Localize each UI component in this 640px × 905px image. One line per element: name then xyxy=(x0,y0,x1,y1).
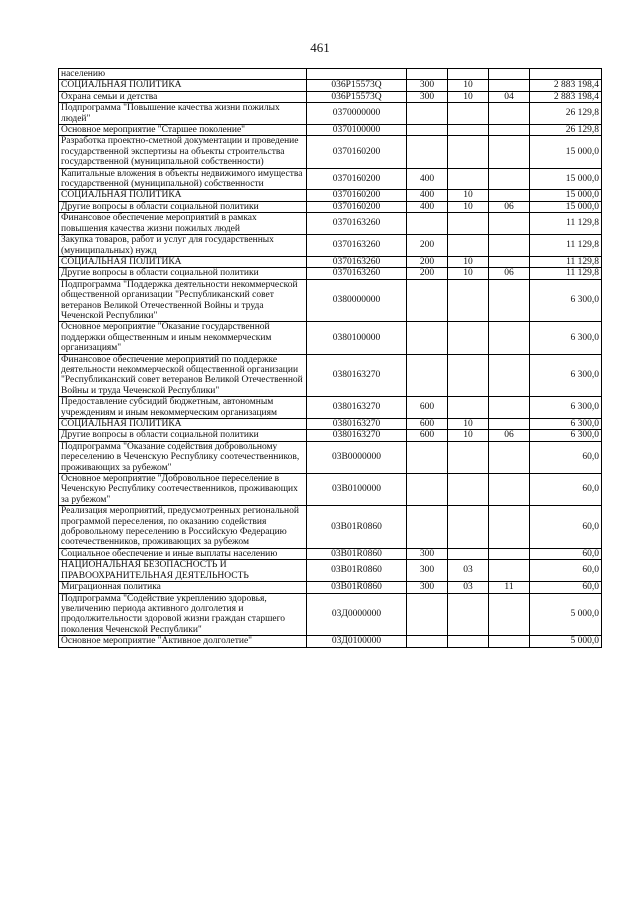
row-amount-cell: 6 300,0 xyxy=(530,322,602,354)
row-code-cell: 0380163270 xyxy=(307,419,407,430)
row-code-cell: 036P15573Q xyxy=(307,91,407,102)
row-expense-type-cell: 600 xyxy=(407,430,448,441)
row-subsection-cell xyxy=(489,548,530,559)
row-code-cell: 0380163270 xyxy=(307,397,407,419)
table-row xyxy=(59,256,602,267)
row-code-cell: 0380163270 xyxy=(307,430,407,441)
row-name-cell: Предоставление субсидий бюджетным, автономным учреждениям и иным некоммерческим организациям xyxy=(59,397,307,419)
row-section-cell xyxy=(448,235,489,257)
row-name-cell: Финансовое обеспечение мероприятий в рамках повышения качества жизни пожилых людей xyxy=(59,213,307,235)
row-expense-type-cell: 300 xyxy=(407,582,448,593)
table-row xyxy=(59,322,602,354)
row-section-cell: 10 xyxy=(448,268,489,279)
table-row xyxy=(59,474,602,506)
row-code-cell: 03B01R0860 xyxy=(307,548,407,559)
row-amount-cell: 6 300,0 xyxy=(530,397,602,419)
table-row xyxy=(59,582,602,593)
table-row xyxy=(59,419,602,430)
row-expense-type-cell xyxy=(407,279,448,322)
row-name-cell: Другие вопросы в области социальной политики xyxy=(59,201,307,212)
table-row xyxy=(59,279,602,322)
row-expense-type-cell xyxy=(407,441,448,473)
row-section-cell xyxy=(448,279,489,322)
row-name-cell: Основное мероприятие "Старшее поколение" xyxy=(59,125,307,136)
row-section-cell xyxy=(448,322,489,354)
table-row xyxy=(59,136,602,168)
row-amount-cell xyxy=(530,69,602,80)
row-section-cell: 03 xyxy=(448,560,489,582)
page-number: 461 xyxy=(310,40,330,55)
row-subsection-cell xyxy=(489,256,530,267)
table-row xyxy=(59,91,602,102)
row-expense-type-cell xyxy=(407,125,448,136)
row-amount-cell: 11 129,8 xyxy=(530,213,602,235)
row-expense-type-cell: 200 xyxy=(407,268,448,279)
row-subsection-cell xyxy=(489,419,530,430)
row-section-cell xyxy=(448,69,489,80)
table-row xyxy=(59,548,602,559)
row-code-cell: 0370163260 xyxy=(307,213,407,235)
row-expense-type-cell xyxy=(407,322,448,354)
row-expense-type-cell xyxy=(407,474,448,506)
row-name-cell: Финансовое обеспечение мероприятий по поддержке деятельности некоммерческой общественной организации "Республиканский совет ветеранов Великой Отечественной Войны и труда Чеченской Республики" xyxy=(59,354,307,397)
row-subsection-cell: 04 xyxy=(489,91,530,102)
table-row xyxy=(59,441,602,473)
row-code-cell: 0370160200 xyxy=(307,136,407,168)
row-subsection-cell xyxy=(489,136,530,168)
row-amount-cell: 60,0 xyxy=(530,506,602,549)
row-code-cell: 03B01R0860 xyxy=(307,582,407,593)
row-name-cell: НАЦИОНАЛЬНАЯ БЕЗОПАСНОСТЬ И ПРАВООХРАНИТЕЛЬНАЯ ДЕЯТЕЛЬНОСТЬ xyxy=(59,560,307,582)
row-section-cell: 10 xyxy=(448,80,489,91)
row-subsection-cell xyxy=(489,354,530,397)
row-name-cell: Миграционная политика xyxy=(59,582,307,593)
table-row xyxy=(59,190,602,201)
row-expense-type-cell xyxy=(407,636,448,647)
row-section-cell xyxy=(448,125,489,136)
table-row xyxy=(59,103,602,125)
row-amount-cell: 11 129,8 xyxy=(530,268,602,279)
row-amount-cell: 60,0 xyxy=(530,548,602,559)
row-name-cell: Подпрограмма "Содействие укреплению здоровья, увеличению периода активного долголетия и продолжительности здоровой жизни граждан старшего поколения Чеченской Республики" xyxy=(59,593,307,636)
row-name-cell: населению xyxy=(59,69,307,80)
row-expense-type-cell: 200 xyxy=(407,235,448,257)
row-section-cell xyxy=(448,441,489,473)
row-amount-cell: 60,0 xyxy=(530,582,602,593)
row-amount-cell: 11 129,8 xyxy=(530,235,602,257)
row-name-cell: Подпрограмма "Оказание содействия добровольному переселению в Чеченскую Республику соотечественников, проживающих за рубежом" xyxy=(59,441,307,473)
row-subsection-cell xyxy=(489,397,530,419)
row-expense-type-cell xyxy=(407,103,448,125)
row-amount-cell: 2 883 198,4 xyxy=(530,91,602,102)
row-subsection-cell xyxy=(489,279,530,322)
table-row xyxy=(59,593,602,636)
table-row xyxy=(59,235,602,257)
row-expense-type-cell: 300 xyxy=(407,548,448,559)
table-row xyxy=(59,636,602,647)
row-subsection-cell xyxy=(489,441,530,473)
row-code-cell: 03B01R0860 xyxy=(307,560,407,582)
row-code-cell: 03B0100000 xyxy=(307,474,407,506)
row-section-cell: 10 xyxy=(448,256,489,267)
row-code-cell: 03Д0100000 xyxy=(307,636,407,647)
row-amount-cell: 60,0 xyxy=(530,560,602,582)
row-amount-cell: 5 000,0 xyxy=(530,636,602,647)
row-section-cell xyxy=(448,354,489,397)
table-row xyxy=(59,268,602,279)
row-section-cell xyxy=(448,593,489,636)
row-name-cell: Основное мероприятие "Добровольное переселение в Чеченскую Республику соотечественников, проживающих за рубежом" xyxy=(59,474,307,506)
row-expense-type-cell: 600 xyxy=(407,397,448,419)
table-row xyxy=(59,168,602,190)
row-code-cell: 036P15573Q xyxy=(307,80,407,91)
row-section-cell: 10 xyxy=(448,190,489,201)
row-name-cell: Охрана семьи и детства xyxy=(59,91,307,102)
row-subsection-cell: 11 xyxy=(489,582,530,593)
budget-table xyxy=(58,68,602,648)
row-section-cell xyxy=(448,636,489,647)
row-expense-type-cell xyxy=(407,213,448,235)
row-expense-type-cell xyxy=(407,69,448,80)
row-section-cell xyxy=(448,168,489,190)
row-section-cell xyxy=(448,213,489,235)
row-subsection-cell: 06 xyxy=(489,201,530,212)
row-subsection-cell xyxy=(489,213,530,235)
table-row xyxy=(59,69,602,80)
row-section-cell xyxy=(448,474,489,506)
row-expense-type-cell: 400 xyxy=(407,201,448,212)
row-subsection-cell xyxy=(489,80,530,91)
row-subsection-cell xyxy=(489,322,530,354)
row-subsection-cell xyxy=(489,235,530,257)
row-name-cell: Реализация мероприятий, предусмотренных региональной программой переселения, по оказанию содействия добровольному переселению в Российскую Федерацию соотечественников, проживающих за рубежом xyxy=(59,506,307,549)
row-subsection-cell xyxy=(489,593,530,636)
row-code-cell: 0370163260 xyxy=(307,268,407,279)
row-code-cell: 0370163260 xyxy=(307,256,407,267)
row-name-cell: Закупка товаров, работ и услуг для государственных (муниципальных) нужд xyxy=(59,235,307,257)
table-row xyxy=(59,201,602,212)
row-name-cell: Основное мероприятие "Оказание государственной поддержки общественным и иным некоммерческим организациям" xyxy=(59,322,307,354)
row-amount-cell: 11 129,8 xyxy=(530,256,602,267)
row-section-cell: 10 xyxy=(448,91,489,102)
row-subsection-cell xyxy=(489,103,530,125)
row-amount-cell: 26 129,8 xyxy=(530,125,602,136)
budget-table-body xyxy=(59,69,602,648)
row-section-cell xyxy=(448,506,489,549)
row-expense-type-cell: 300 xyxy=(407,91,448,102)
row-expense-type-cell: 600 xyxy=(407,419,448,430)
row-subsection-cell: 06 xyxy=(489,268,530,279)
row-name-cell: СОЦИАЛЬНАЯ ПОЛИТИКА xyxy=(59,419,307,430)
row-name-cell: Другие вопросы в области социальной политики xyxy=(59,430,307,441)
table-row xyxy=(59,125,602,136)
row-expense-type-cell xyxy=(407,593,448,636)
row-code-cell: 0370000000 xyxy=(307,103,407,125)
row-amount-cell: 2 883 198,4 xyxy=(530,80,602,91)
row-name-cell: Основное мероприятие "Активное долголетие" xyxy=(59,636,307,647)
row-code-cell: 0380100000 xyxy=(307,322,407,354)
row-subsection-cell xyxy=(489,636,530,647)
row-name-cell: Разработка проектно-сметной документации и проведение государственной экспертизы на объекты строительства государственной (муниципальной собственности) xyxy=(59,136,307,168)
row-section-cell: 03 xyxy=(448,582,489,593)
row-amount-cell: 6 300,0 xyxy=(530,279,602,322)
row-amount-cell: 15 000,0 xyxy=(530,201,602,212)
row-subsection-cell xyxy=(489,69,530,80)
row-amount-cell: 6 300,0 xyxy=(530,430,602,441)
row-name-cell: СОЦИАЛЬНАЯ ПОЛИТИКА xyxy=(59,256,307,267)
row-section-cell xyxy=(448,136,489,168)
table-row xyxy=(59,506,602,549)
row-code-cell: 03B0000000 xyxy=(307,441,407,473)
row-code-cell: 0370160200 xyxy=(307,168,407,190)
row-section-cell: 10 xyxy=(448,201,489,212)
row-code-cell: 0380163270 xyxy=(307,354,407,397)
row-amount-cell: 15 000,0 xyxy=(530,190,602,201)
row-name-cell: Другие вопросы в области социальной политики xyxy=(59,268,307,279)
row-amount-cell: 60,0 xyxy=(530,441,602,473)
row-name-cell: Социальное обеспечение и иные выплаты населению xyxy=(59,548,307,559)
row-name-cell: СОЦИАЛЬНАЯ ПОЛИТИКА xyxy=(59,190,307,201)
row-expense-type-cell: 300 xyxy=(407,80,448,91)
row-section-cell: 10 xyxy=(448,419,489,430)
table-row xyxy=(59,80,602,91)
row-expense-type-cell xyxy=(407,506,448,549)
row-code-cell xyxy=(307,69,407,80)
table-row xyxy=(59,560,602,582)
row-code-cell: 03Д0000000 xyxy=(307,593,407,636)
row-code-cell: 03B01R0860 xyxy=(307,506,407,549)
row-name-cell: Капитальные вложения в объекты недвижимого имущества государственной (муниципальной) собственности xyxy=(59,168,307,190)
row-section-cell xyxy=(448,548,489,559)
row-section-cell xyxy=(448,103,489,125)
row-amount-cell: 60,0 xyxy=(530,474,602,506)
row-expense-type-cell xyxy=(407,136,448,168)
row-subsection-cell xyxy=(489,190,530,201)
row-expense-type-cell: 200 xyxy=(407,256,448,267)
row-amount-cell: 6 300,0 xyxy=(530,354,602,397)
row-amount-cell: 15 000,0 xyxy=(530,168,602,190)
row-subsection-cell xyxy=(489,506,530,549)
row-name-cell: Подпрограмма "Поддержка деятельности некоммерческой общественной организации "Республиканский совет ветеранов Великой Отечественной Войны и труда Чеченской Республики" xyxy=(59,279,307,322)
row-expense-type-cell: 300 xyxy=(407,560,448,582)
row-expense-type-cell: 400 xyxy=(407,190,448,201)
row-subsection-cell xyxy=(489,125,530,136)
row-expense-type-cell xyxy=(407,354,448,397)
row-subsection-cell: 06 xyxy=(489,430,530,441)
row-subsection-cell xyxy=(489,560,530,582)
row-code-cell: 0380000000 xyxy=(307,279,407,322)
table-row xyxy=(59,354,602,397)
row-expense-type-cell: 400 xyxy=(407,168,448,190)
row-name-cell: Подпрограмма "Повышение качества жизни пожилых людей" xyxy=(59,103,307,125)
row-subsection-cell xyxy=(489,168,530,190)
row-section-cell: 10 xyxy=(448,430,489,441)
table-row xyxy=(59,397,602,419)
row-amount-cell: 26 129,8 xyxy=(530,103,602,125)
row-subsection-cell xyxy=(489,474,530,506)
row-amount-cell: 5 000,0 xyxy=(530,593,602,636)
row-name-cell: СОЦИАЛЬНАЯ ПОЛИТИКА xyxy=(59,80,307,91)
table-row xyxy=(59,213,602,235)
row-section-cell xyxy=(448,397,489,419)
row-code-cell: 0370160200 xyxy=(307,201,407,212)
row-amount-cell: 15 000,0 xyxy=(530,136,602,168)
row-code-cell: 0370160200 xyxy=(307,190,407,201)
table-row xyxy=(59,430,602,441)
row-code-cell: 0370163260 xyxy=(307,235,407,257)
row-code-cell: 0370100000 xyxy=(307,125,407,136)
row-amount-cell: 6 300,0 xyxy=(530,419,602,430)
